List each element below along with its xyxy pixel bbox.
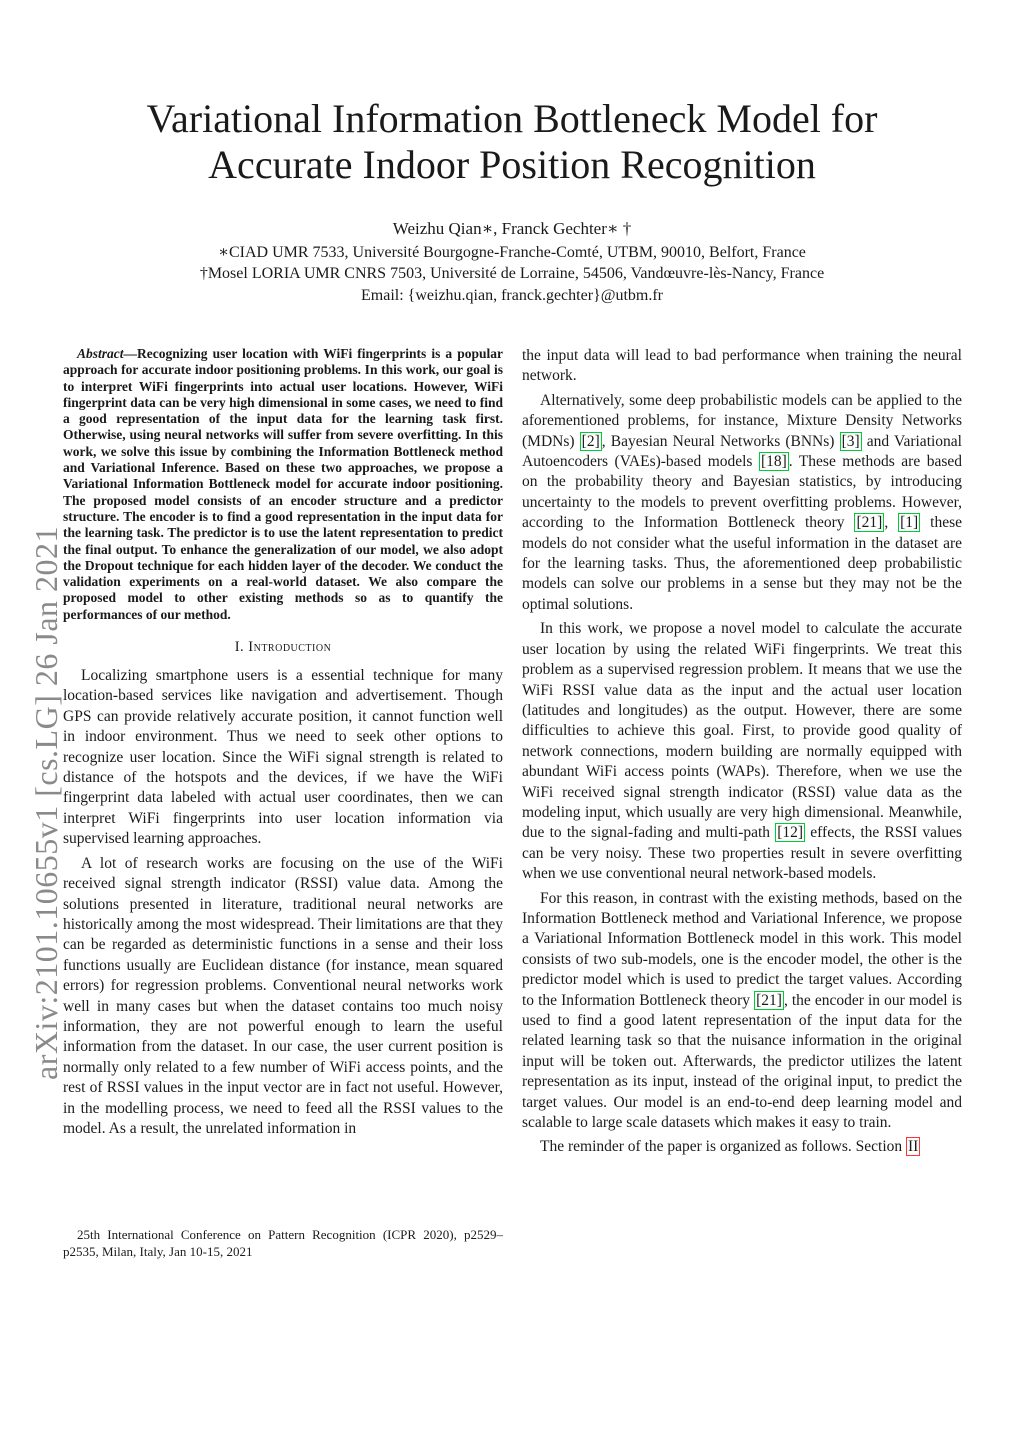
left-column [63, 346, 503, 1143]
author-list: Weizhu Qian∗, Franck Gechter∗ † [392, 219, 632, 238]
abstract-text: —Recognizing user location with WiFi fingerprints is a popular approach for accurate indoor positioning problems. In this work, our goal is to interpret WiFi fingerprints into actual user locations. However, WiFi fingerprint data can be very high dimensional in some cases, we need to find a good representation of the input data for the learning task first. Otherwise, using neural networks will suffer from severe overfitting. In this work, we solve this issue by combining the Information Bottleneck method and Variational Inference. Based on these two approaches, we propose a Variational Information Bottleneck model for accurate indoor positioning. The proposed model consists of an encoder structure and a predictor structure. The encoder is to find a good representation in the input data for the learning task. The predictor is to use the latent representation to predict the final output. To enhance the generalization of our model, we also adopt the Dropout technique for each hidden layer of the decoder. We conduct the validation experiments on a real-world dataset. We also compare the proposed model to other existing methods so as to quantify the performances of our method. [63, 346, 503, 622]
text-run: , [884, 514, 899, 532]
abstract [63, 346, 503, 623]
text-run: and Variational Autoencoders (VAEs)-based models [522, 432, 962, 471]
citation-link[interactable]: [1] [900, 514, 919, 532]
title-line-2: Accurate Indoor Position Recognition [208, 142, 816, 187]
citation-link[interactable]: [2] [581, 432, 600, 450]
citation-link[interactable]: [12] [777, 824, 804, 842]
text-run: The reminder of the paper is organized as follows. Section [540, 1138, 907, 1156]
intro-paragraph-2: A lot of research works are focusing on the use of the WiFi received signal strength indicator (RSSI) value data. Among the solutions presented in literature, traditional neural networks are historically among the most widespread. Their limitations are that they can be regarded as deterministic functions in a sense and their loss functions usually are Euclidean distance (for instance, mean squared errors) for regression problems. Conventional neural networks work well in many cases but when the dataset contains too much noisy information, they are not powerful enough to learn the useful information from the dataset. In our case, the user current position is normally only related to a few number of WiFi access points, and the rest of RSSI values in the input vector are in fact not useful. However, in the modelling process, we need to feed all the RSSI values to the model. As a result, the unrelated information in [63, 854, 503, 1137]
text-run: . These methods are based on the probability theory and Bayesian statistics, by introducing uncertainty to the models to prevent overfitting problems. However, according to the Information Bottleneck theory [522, 453, 962, 532]
conference-footnote: 25th International Conference on Pattern Recognition (ICPR 2020), p2529–p2535, Milan, Italy, Jan 10-15, 2021 [63, 1227, 503, 1259]
citation-link[interactable]: [21] [756, 991, 782, 1009]
abstract-label: Abstract [77, 346, 124, 361]
section-heading-introduction: I. Introduction [234, 639, 332, 656]
right-column [522, 346, 962, 1162]
title-line-1: Variational Information Bottleneck Model for [146, 96, 878, 141]
citation-link[interactable]: [21] [856, 514, 883, 532]
arxiv-sidebar-stamp: arXiv:2101.10655v1 [cs.LG] 26 Jan 2021 [28, 525, 64, 1080]
text-run: , the encoder in our model is used to find a good latent representation of the input data for the related learning task so that the nuisance information in the original input will be token out. Afterwards, the predictor utilizes the latent representation as its input, instead of the original input, to predict the target values. Our model is an end-to-end deep learning model and scalable to large scale datasets which makes it easy to train. [522, 991, 962, 1132]
section-reference-link[interactable]: II [908, 1138, 919, 1156]
right-paragraph-this-work [522, 619, 962, 884]
right-paragraph-continuation: the input data will lead to bad performance when training the neural network. [522, 347, 962, 385]
text-run: Alternatively, some deep probabilistic models can be applied to the aforementioned problems, for instance, Mixture Density Networks (MDNs) [522, 391, 962, 450]
citation-link[interactable]: [3] [841, 432, 860, 450]
citation-link[interactable]: [18] [760, 453, 787, 471]
author-email: Email: {weizhu.qian, franck.gechter}@utbm.fr [361, 287, 663, 304]
text-run: effects, the RSSI values can be very noisy. These two properties result in severe overfitting when we use conventional neural network-based models. [522, 824, 963, 883]
right-paragraph-organization [522, 1137, 962, 1157]
text-run: In this work, we propose a novel model to calculate the accurate user location by using the related WiFi fingerprints. We treat this problem as a supervised regression problem. It means that we use the WiFi RSSI value data as the input and the actual user location (latitudes and longitudes) as the output. However, there are some difficulties to achieve this goal. First, to provide good quality of network connections, modern building are normally equipped with abundant WiFi access points (WAPs). Therefore, when we use the WiFi received signal strength indicator (RSSI) value data as the modeling input, which usually are very high dimensional. Meanwhile, due to the signal-fading and multi-path [522, 620, 962, 842]
right-paragraph-proposed-model [522, 889, 962, 1134]
affiliation-1: ∗CIAD UMR 7533, Université Bourgogne-Franche-Comté, UTBM, 90010, Belfort, France [218, 244, 806, 261]
text-run: , Bayesian Neural Networks (BNNs) [601, 432, 840, 450]
text-run: these models do not consider what the useful information in the dataset are for the learning tasks. Thus, the aforementioned deep probabilistic models can solve our problems in a sense but they may not be the optimal solutions. [522, 514, 962, 613]
affiliation-2: †Mosel LORIA UMR CNRS 7503, Université de Lorraine, 54506, Vandœuvre-lès-Nancy, France [199, 265, 825, 282]
text-run: For this reason, in contrast with the existing methods, based on the Information Bottleneck method and Variational Inference, we propose a Variational Information Bottleneck model in this work. This model consists of two sub-models, one is the encoder model, the other is the predictor model which is used to predict the target values. According to the Information Bottleneck theory [522, 889, 962, 1009]
right-paragraph-probabilistic-models [522, 391, 962, 615]
paper-title [62, 96, 962, 188]
intro-paragraph-1: Localizing smartphone users is a essential technique for many location-based services like navigation and advertisement. Though GPS can provide relatively accurate position, it cannot function well in indoor environment. Thus we need to seek other options to recognize user location. Since the WiFi signal strength is related to distance of the hotspots and the devices, if we have the WiFi fingerprint data labeled with actual user coordinates, then we can interpret WiFi fingerprints into user location information via supervised learning approaches. [63, 667, 503, 848]
